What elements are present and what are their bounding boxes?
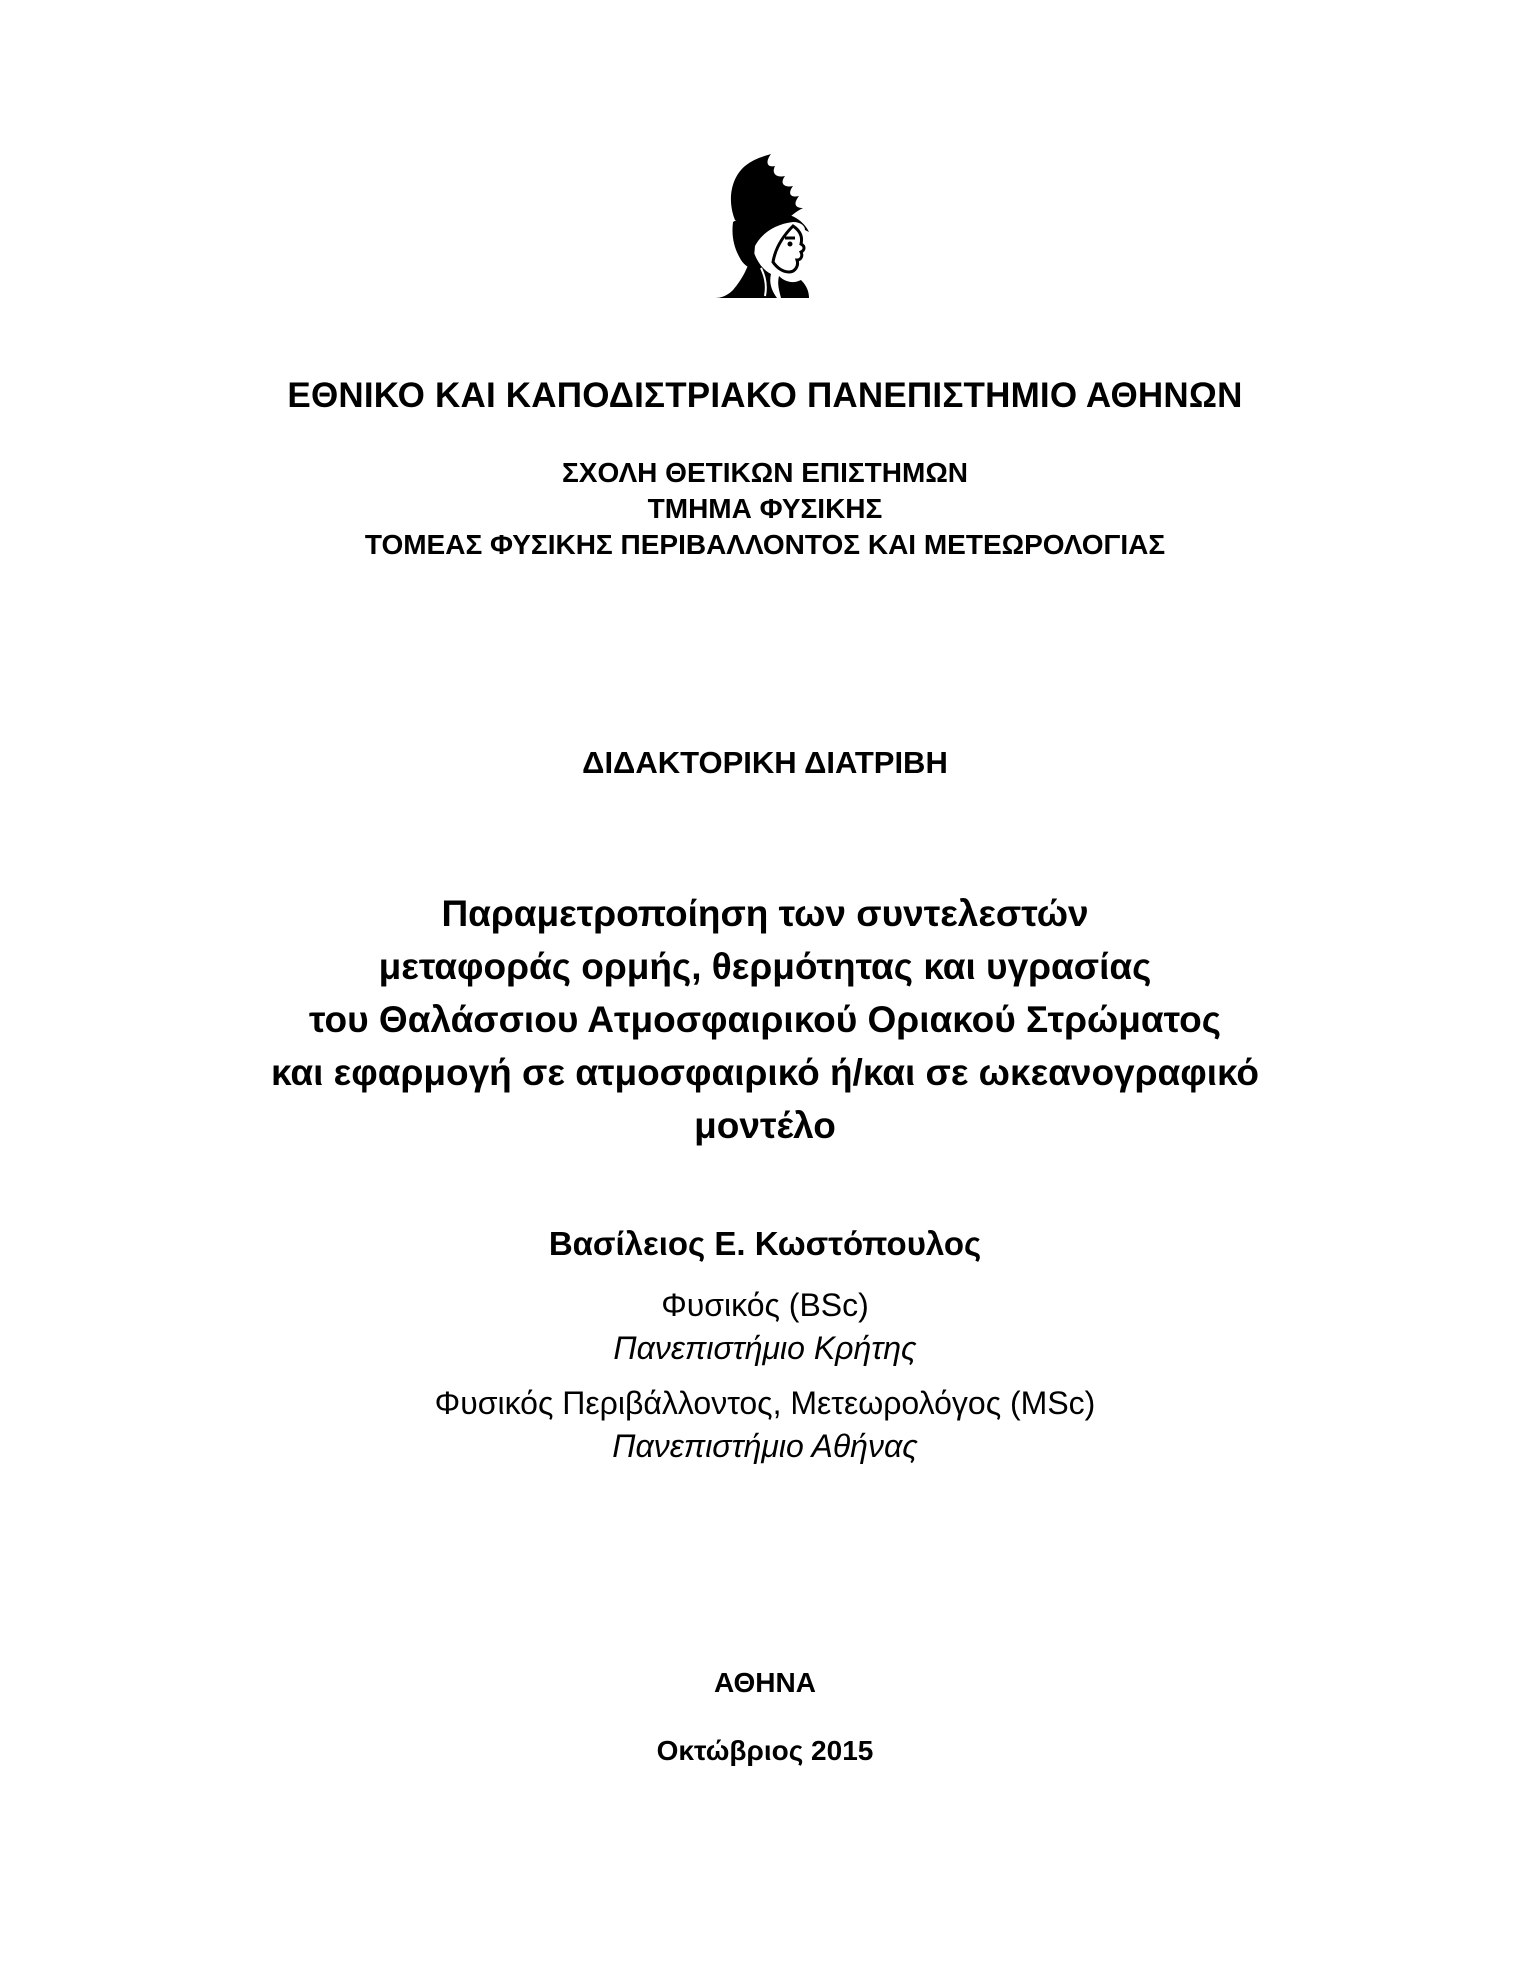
city: ΑΘΗΝΑ bbox=[714, 1667, 816, 1698]
university-name: ΕΘΝΙΚΟ ΚΑΙ ΚΑΠΟΔΙΣΤΡΙΑΚΟ ΠΑΝΕΠΙΣΤΗΜΙΟ ΑΘΗΝΩΝ bbox=[287, 376, 1243, 415]
school-name: ΣΧΟΛΗ ΘΕΤΙΚΩΝ ΕΠΙΣΤΗΜΩΝ bbox=[562, 457, 968, 488]
author-name: Βασίλειος Ε. Κωστόπουλος bbox=[548, 1225, 982, 1262]
department-name: ΤΜΗΜΑ ΦΥΣΙΚΗΣ bbox=[647, 493, 883, 524]
degree-title: Φυσικός Περιβάλλοντος, Μετεωρολόγος (MSc) bbox=[434, 1385, 1096, 1421]
thesis-title bbox=[0, 887, 1530, 1152]
title-line: Παραμετροποίηση των συντελεστών bbox=[441, 893, 1089, 934]
degree-entry bbox=[0, 1382, 1530, 1468]
section-name: ΤΟΜΕΑΣ ΦΥΣΙΚΗΣ ΠΕΡΙΒΑΛΛΟΝΤΟΣ ΚΑΙ ΜΕΤΕΩΡΟΛΟΓΙΑΣ bbox=[364, 529, 1166, 560]
date: Οκτώβριος 2015 bbox=[656, 1735, 874, 1766]
degree-institution: Πανεπιστήμιο Αθήνας bbox=[612, 1428, 918, 1464]
faculty-info bbox=[0, 455, 1530, 563]
title-line: μεταφοράς ορμής, θερμότητας και υγρασίας bbox=[378, 946, 1152, 987]
degree-entry bbox=[0, 1284, 1530, 1370]
thesis-type: ΔΙΔΑΚΤΟΡΙΚΗ ΔΙΑΤΡΙΒΗ bbox=[582, 745, 948, 780]
title-line: μοντέλο bbox=[694, 1105, 836, 1146]
athena-head-icon bbox=[705, 150, 825, 300]
title-line: και εφαρμογή σε ατμοσφαιρικό ή/και σε ωκεανογραφικό bbox=[270, 1052, 1260, 1093]
degree-title: Φυσικός (BSc) bbox=[661, 1287, 869, 1323]
degree-institution: Πανεπιστήμιο Κρήτης bbox=[613, 1330, 917, 1366]
title-line: του Θαλάσσιου Ατμοσφαιρικού Οριακού Στρώματος bbox=[309, 999, 1221, 1040]
